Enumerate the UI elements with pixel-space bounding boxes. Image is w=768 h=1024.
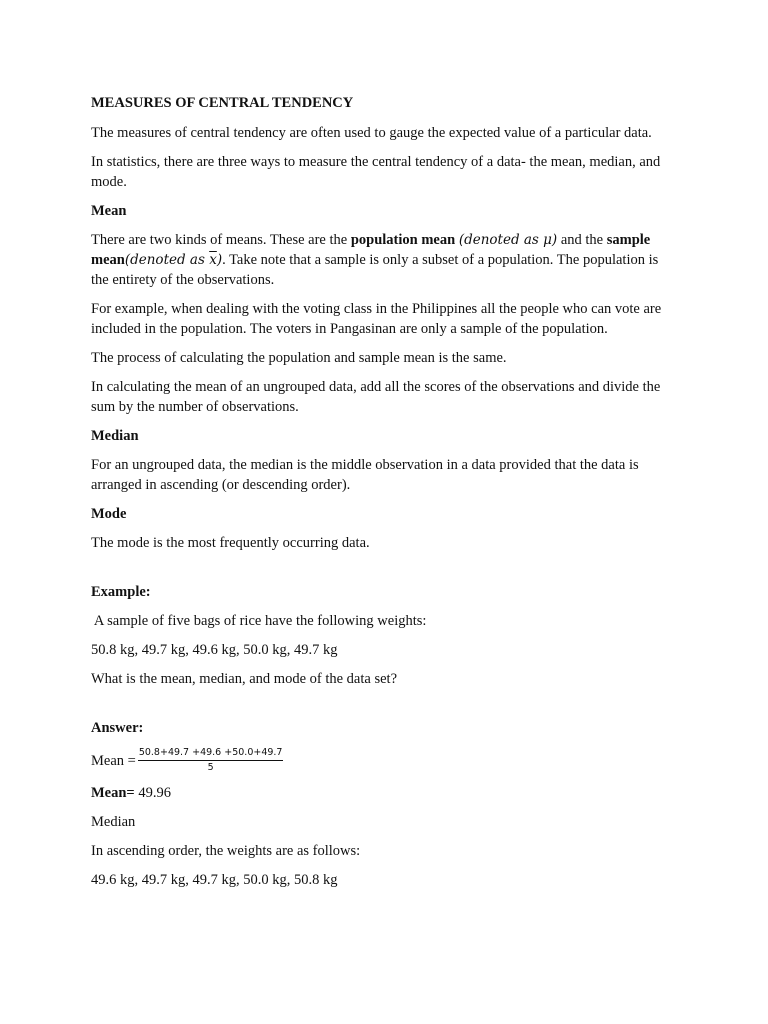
mean-fraction-denominator: 5 (207, 762, 214, 773)
mode-heading: Mode (91, 506, 127, 522)
mean-text-a: There are two kinds of means. These are the (91, 232, 351, 248)
example-question: What is the mean, median, and mode of the data set? (91, 671, 398, 687)
document-title: MEASURES OF CENTRAL TENDENCY (91, 95, 354, 111)
example-heading: Example: (91, 584, 151, 600)
population-mean-term: population mean (350, 232, 456, 248)
example-weights: 50.8 kg, 49.7 kg, 49.6 kg, 50.0 kg, 49.7 kg (91, 642, 338, 658)
sample-mean-notation-post: ) (216, 252, 223, 268)
x-bar-symbol: $\overline{x}$ (209, 252, 217, 268)
sorted-weights: 49.6 kg, 49.7 kg, 49.7 kg, 50.0 kg, 50.8 kg (91, 872, 338, 888)
sample-mean-notation (125, 252, 222, 268)
population-mean-notation: (denoted as μ) (458, 232, 558, 248)
mean-text-b: and the (557, 232, 607, 248)
mean-paragraph-3: The process of calculating the population and sample mean is the same. (91, 350, 507, 366)
mean-fraction (138, 747, 284, 774)
median-paragraph: For an ungrouped data, the median is the middle observation in a data provided that the data is arranged in ascending (or descending order). (91, 457, 639, 493)
mean-result-label: Mean= (91, 785, 135, 801)
mean-fraction-numerator: 50.8+49.7 +49.6 +50.0+49.7 (138, 747, 284, 761)
answer-heading: Answer: (91, 720, 144, 736)
mean-paragraph-1 (91, 230, 678, 290)
mean-result (91, 783, 678, 803)
mean-paragraph-4: In calculating the mean of an ungrouped data, add all the scores of the observations and divide the sum by the number of observations. (91, 379, 661, 415)
mean-paragraph-2: For example, when dealing with the voting class in the Philippines all the people who can vote are included in the population. The voters in Pangasinan are only a sample of the population. (91, 301, 662, 337)
mean-formula-label: Mean = (91, 752, 136, 769)
example-paragraph: A sample of five bags of rice have the following weights: (91, 613, 427, 629)
mean-result-value: 49.96 (134, 785, 171, 801)
ascending-order-text: In ascending order, the weights are as follows: (91, 843, 361, 859)
mean-formula (91, 747, 678, 774)
sample-mean-term: sample mean (91, 232, 651, 268)
mean-text-c: . Take note that a sample is only a subset of a population. The population is the entirety of the observations. (91, 252, 659, 288)
intro-paragraph-2: In statistics, there are three ways to measure the central tendency of a data- the mean, median, and mode. (91, 154, 661, 190)
mode-paragraph: The mode is the most frequently occurring data. (91, 535, 370, 551)
median-label: Median (91, 814, 136, 830)
intro-paragraph-1: The measures of central tendency are often used to gauge the expected value of a particular data. (91, 125, 652, 141)
mean-heading: Mean (91, 203, 127, 219)
median-heading: Median (91, 428, 139, 444)
sample-mean-notation-pre: (denoted as (124, 252, 210, 268)
